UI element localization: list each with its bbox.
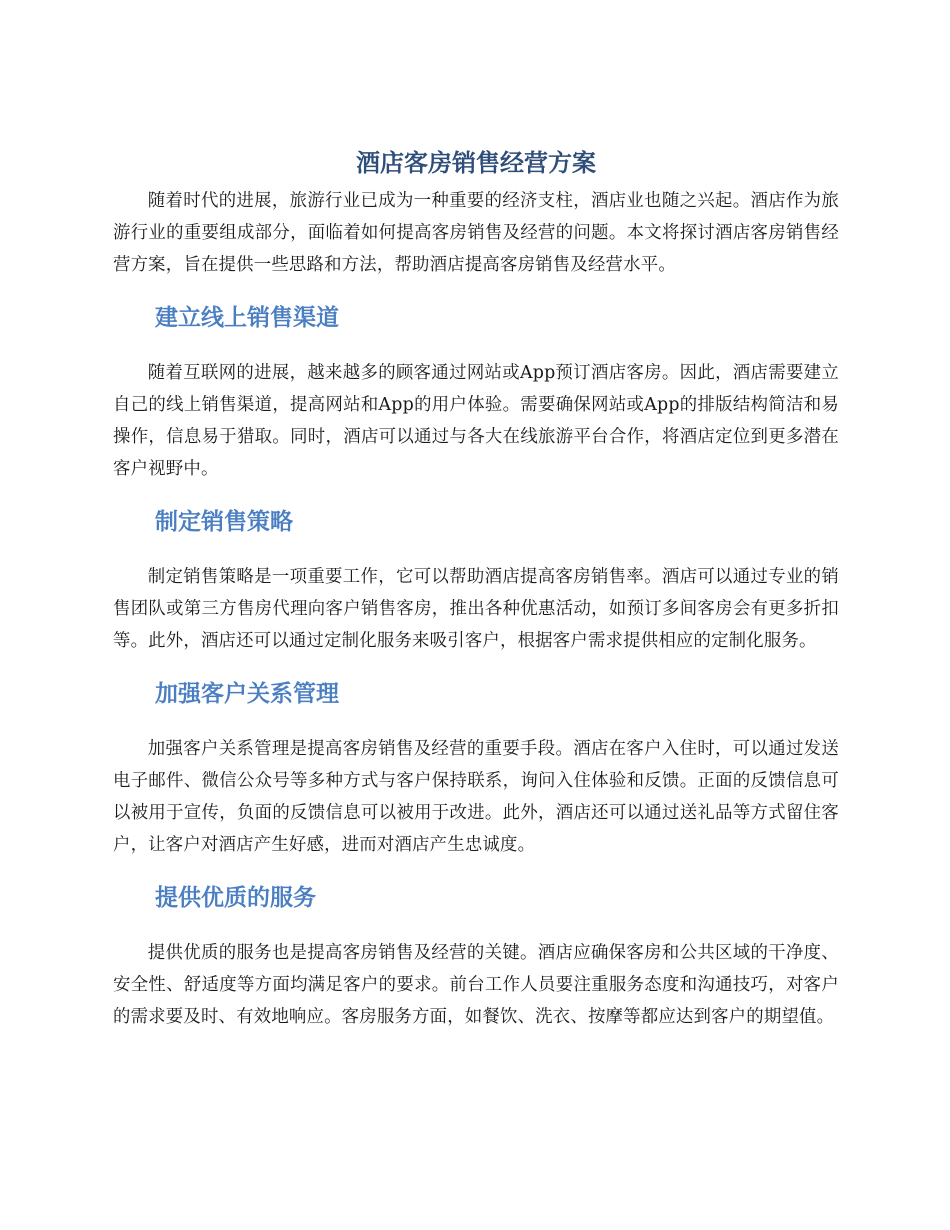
section-body-online-sales: 随着互联网的进展，越来越多的顾客通过网站或App预订酒店客房。因此，酒店需要建立自己的线上销售渠道，提高网站和App的用户体验。需要确保网站或App的排版结构简洁和易操作，信息易于猎取。同时，酒店可以通过与各大在线旅游平台合作，将酒店定位到更多潜在客户视野中。 bbox=[113, 363, 839, 479]
section-heading-online-sales: 建立线上销售渠道 bbox=[155, 305, 339, 331]
document-title: 酒店客房销售经营方案 bbox=[356, 149, 596, 177]
section-body-quality-service: 提供优质的服务也是提高客房销售及经营的关键。酒店应确保客房和公共区域的干净度、安全性、舒适度等方面均满足客户的要求。前台工作人员要注重服务态度和沟通技巧，对客户的需求要及时、有效地响应。客房服务方面，如餐饮、洗衣、按摩等都应达到客户的期望值。 bbox=[113, 943, 839, 1027]
section-heading-sales-strategy: 制定销售策略 bbox=[155, 509, 293, 535]
intro-paragraph: 随着时代的进展，旅游行业已成为一种重要的经济支柱，酒店业也随之兴起。酒店作为旅游行业的重要组成部分，面临着如何提高客房销售及经营的问题。本文将探讨酒店客房销售经营方案，旨在提供一些思路和方法，帮助酒店提高客房销售及经营水平。 bbox=[113, 191, 839, 275]
document-content bbox=[113, 145, 839, 1033]
section-heading-quality-service: 提供优质的服务 bbox=[155, 885, 316, 911]
section-heading-customer-relations: 加强客户关系管理 bbox=[155, 681, 339, 707]
section-body-customer-relations: 加强客户关系管理是提高客房销售及经营的重要手段。酒店在客户入住时，可以通过发送电子邮件、微信公众号等多种方式与客户保持联系，询问入住体验和反馈。正面的反馈信息可以被用于宣传，负面的反馈信息可以被用于改进。此外，酒店还可以通过送礼品等方式留住客户，让客户对酒店产生好感，进而对酒店产生忠诚度。 bbox=[113, 739, 839, 855]
section-body-sales-strategy: 制定销售策略是一项重要工作，它可以帮助酒店提高客房销售率。酒店可以通过专业的销售团队或第三方售房代理向客户销售客房，推出各种优惠活动，如预订多间客房会有更多折扣等。此外，酒店还可以通过定制化服务来吸引客户，根据客户需求提供相应的定制化服务。 bbox=[113, 567, 839, 651]
